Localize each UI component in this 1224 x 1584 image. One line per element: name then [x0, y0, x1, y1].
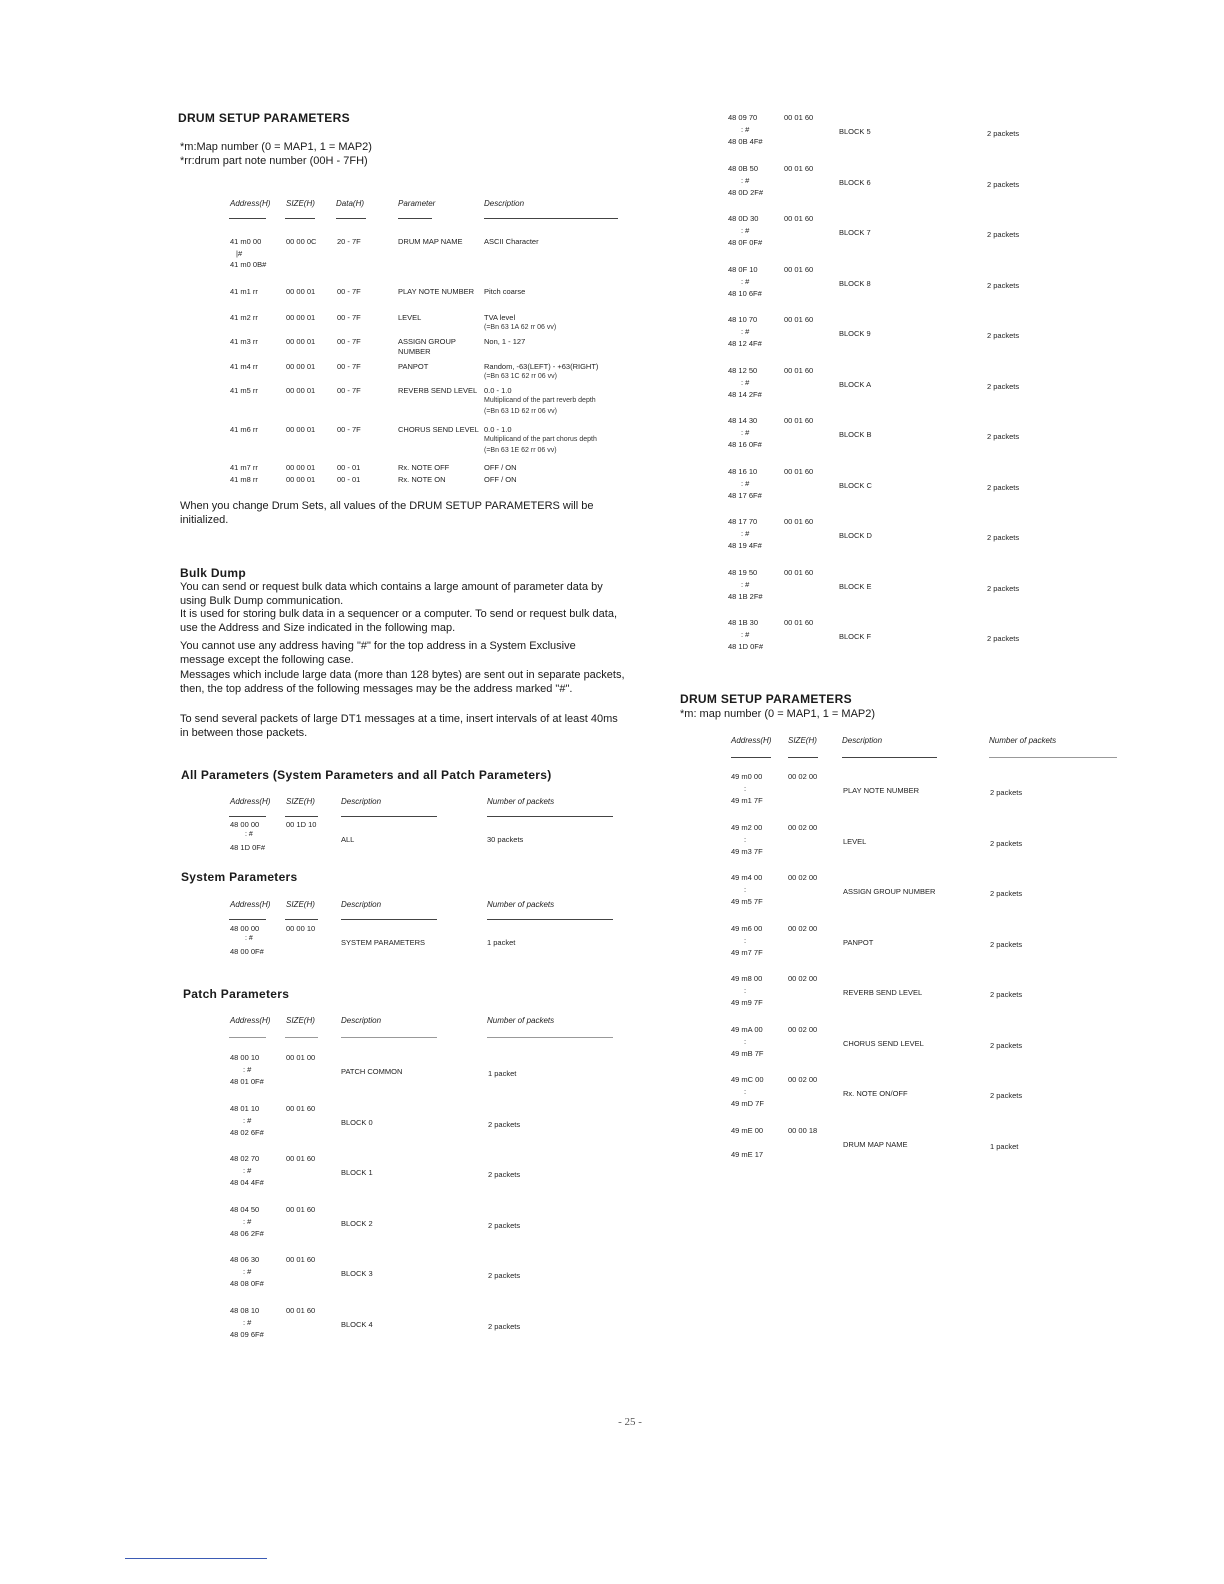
table-row-addr-mark: : # — [741, 579, 750, 589]
table-row-addr: 41 m3 rr — [230, 337, 258, 346]
table-row-data: 00 - 7F — [337, 362, 361, 371]
bulk-dump-paragraph: It is used for storing bulk data in a sequencer or a computer. To send or request bulk data, use the Address and Size indicated in the following map. — [180, 608, 617, 634]
table-row-packets: 2 packets — [990, 939, 1023, 949]
table-row-size: 00 01 60 — [784, 365, 814, 375]
table-row-desc: BLOCK 7 — [839, 228, 871, 237]
table-row-addr-end: 48 1B 2F# — [728, 591, 763, 601]
table-row-addr-end: 48 0B 4F# — [728, 137, 763, 146]
table-row-size: 00 02 00 — [788, 1024, 818, 1034]
table-row-addr: 41 m1 rr — [230, 287, 258, 296]
table-row-addr-mark: : # — [245, 935, 253, 942]
col-header-description: Description — [341, 1016, 382, 1025]
table-row-desc: ALL — [341, 835, 355, 844]
table-row-packets: 2 packets — [987, 482, 1020, 492]
table-row-addr-mark: : — [744, 1087, 747, 1096]
table-row-desc: CHORUS SEND LEVEL — [843, 1038, 924, 1048]
table-row-desc: 0.0 - 1.0 — [484, 386, 512, 395]
table-row-addr: 49 m0 00 — [731, 772, 763, 781]
table-row-addr: 48 09 70 — [728, 113, 758, 122]
table-row-addr-end: 49 m7 7F — [731, 947, 763, 957]
table-row-desc: BLOCK F — [839, 632, 872, 641]
table-row-size: 00 01 60 — [286, 1305, 316, 1315]
table-row-packets: 2 packets — [987, 432, 1020, 441]
col-header-address: Address(H) — [230, 797, 271, 806]
table-row-size: 00 02 00 — [788, 974, 818, 983]
table-row-addr: 48 12 50 — [728, 365, 758, 375]
table-row-addr: 49 m4 00 — [731, 873, 763, 882]
table-row-addr-mark: : # — [741, 125, 750, 134]
table-row-addr: 49 m6 00 — [731, 923, 763, 933]
table-row-size: 00 01 60 — [784, 567, 814, 577]
table-row-addr: 48 16 10 — [728, 466, 758, 476]
table-row-size: 00 00 01 — [286, 313, 316, 322]
table-row-desc: OFF / ON — [484, 463, 517, 472]
table-row-desc: BLOCK C — [839, 480, 872, 490]
table-row-desc: BLOCK 2 — [341, 1218, 373, 1228]
table-row-packets: 2 packets — [488, 1321, 521, 1331]
table-row-packets: 2 packets — [987, 179, 1020, 189]
table-row-desc-detail: Multiplicand of the part reverb depth — [484, 397, 596, 404]
table-row-size: 00 01 60 — [784, 163, 814, 173]
col-header-description: Description — [341, 797, 382, 806]
table-row-addr-end: 48 08 0F# — [230, 1279, 264, 1288]
system-parameters-title: System Parameters — [181, 870, 298, 884]
table-row-addr-mark: : # — [741, 175, 750, 185]
page-number: - 25 - — [618, 1416, 642, 1428]
table-row-addr: 41 m6 rr — [230, 425, 258, 434]
table-row-addr-end: 48 16 0F# — [728, 440, 762, 449]
table-row-addr-end: 48 02 6F# — [230, 1127, 264, 1137]
table-row-desc: PATCH COMMON — [341, 1067, 403, 1076]
table-row-desc: BLOCK 6 — [839, 177, 871, 187]
table-row-addr-end: 48 0F 0F# — [728, 238, 763, 247]
table-row-addr: 41 m4 rr — [230, 362, 258, 371]
table-row-addr-end: 49 mD 7F — [731, 1099, 764, 1108]
table-row-data: 00 - 01 — [337, 463, 361, 472]
table-row-packets: 2 packets — [990, 1040, 1023, 1050]
table-row-size: 00 02 00 — [788, 873, 818, 882]
table-row-size: 00 01 60 — [784, 315, 814, 324]
table-row-packets: 2 packets — [990, 1091, 1023, 1100]
table-row-param: PLAY NOTE NUMBER — [398, 287, 474, 296]
bulk-dump-paragraph: You can send or request bulk data which contains a large amount of parameter data by using Bulk Dump communication. — [180, 581, 603, 607]
table-row-desc: 0.0 - 1.0 — [484, 425, 512, 434]
table-row-addr-mark: : — [744, 935, 747, 945]
table-row-addr: 48 08 10 — [230, 1305, 260, 1315]
table-row-addr-mark: : # — [243, 1216, 252, 1226]
table-row-param: REVERB SEND LEVEL — [398, 386, 478, 395]
table-row-size: 00 01 60 — [784, 416, 814, 425]
map-number-note: *m:Map number (0 = MAP1, 1 = MAP2) — [180, 141, 372, 153]
table-row-data: 20 - 7F — [337, 237, 361, 246]
table-row-addr-mark: |# — [236, 249, 243, 258]
table-row-data: 00 - 7F — [337, 337, 361, 346]
table-row-addr-end: 49 m1 7F — [731, 796, 763, 805]
table-row-size: 00 00 01 — [286, 475, 316, 484]
table-row-addr-end: 48 1D 0F# — [230, 843, 266, 852]
table-row-addr: 48 19 50 — [728, 567, 758, 577]
table-row-packets: 2 packets — [488, 1271, 521, 1280]
table-row-addr-mark: : — [744, 986, 747, 995]
table-row-packets: 2 packets — [990, 788, 1023, 797]
table-row-addr-end: 48 06 2F# — [230, 1228, 264, 1238]
table-row-desc: OFF / ON — [484, 475, 517, 484]
table-row-addr: 48 0F 10 — [728, 264, 758, 274]
table-row-desc: BLOCK A — [839, 379, 872, 389]
table-row-size: 00 00 01 — [286, 362, 316, 371]
col-header-address: Address(H) — [230, 199, 271, 208]
table-row-addr-end: 48 04 4F# — [230, 1178, 264, 1187]
table-row-size: 00 00 01 — [286, 425, 316, 434]
table-row-desc: BLOCK 0 — [341, 1117, 373, 1127]
table-row-packets: 2 packets — [488, 1220, 521, 1230]
table-row-addr-mark: : # — [741, 478, 750, 488]
table-row-addr: 48 02 70 — [230, 1154, 260, 1163]
table-row-addr: 48 10 70 — [728, 315, 758, 324]
table-row-desc: BLOCK 9 — [839, 329, 871, 338]
table-row-size: 00 02 00 — [788, 1075, 818, 1084]
drum-setup-bulk-title: DRUM SETUP PARAMETERS — [680, 692, 852, 706]
col-header-description: Description — [842, 736, 883, 745]
table-row-size: 00 02 00 — [788, 772, 818, 781]
table-row-addr-end: 49 mB 7F — [731, 1048, 764, 1058]
table-row-packets: 2 packets — [987, 533, 1020, 542]
table-row-addr: 48 00 00 — [230, 924, 260, 933]
bulk-dump-paragraph: Messages which include large data (more than 128 bytes) are sent out in separate packets, then, the top address of the following messages may be the address marked "#". — [180, 669, 625, 695]
table-row-addr-end: 48 1D 0F# — [728, 642, 764, 651]
table-row-packets: 2 packets — [987, 230, 1020, 239]
table-row-packets: 1 packet — [488, 1069, 517, 1078]
table-row-desc: DRUM MAP NAME — [843, 1139, 908, 1149]
table-row-size: 00 00 18 — [788, 1125, 818, 1135]
table-row-addr: 49 mA 00 — [731, 1024, 763, 1034]
table-row-size: 00 00 01 — [286, 337, 316, 346]
table-row-addr-end: 48 10 6F# — [728, 288, 762, 298]
table-row-addr: 48 01 10 — [230, 1103, 260, 1113]
table-row-size: 00 01 60 — [286, 1204, 316, 1214]
col-header-address: Address(H) — [230, 1016, 271, 1025]
table-row-size: 00 01 60 — [784, 214, 814, 223]
table-row-addr-end: 48 09 6F# — [230, 1329, 264, 1339]
col-header-packets: Number of packets — [989, 736, 1057, 745]
col-header-size: SIZE(H) — [286, 1016, 315, 1025]
table-row-packets: 2 packets — [990, 889, 1023, 898]
table-row-addr-end: 48 12 4F# — [728, 339, 762, 348]
table-row-addr: 48 04 50 — [230, 1204, 260, 1214]
table-row-desc: Pitch coarse — [484, 287, 526, 296]
table-row-size: 00 01 60 — [784, 466, 814, 476]
table-row-desc: BLOCK 1 — [341, 1168, 373, 1177]
table-row-desc: Rx. NOTE ON/OFF — [843, 1089, 908, 1098]
table-row-desc-detail: (=Bn 63 1E 62 rr 06 vv) — [484, 447, 557, 454]
table-row-packets: 1 packet — [990, 1141, 1019, 1151]
table-row-addr-mark: : # — [741, 630, 750, 639]
table-row-size: 00 00 01 — [286, 287, 316, 296]
col-header-address: Address(H) — [230, 900, 271, 909]
table-row-packets: 30 packets — [487, 835, 524, 844]
table-row-param: Rx. NOTE OFF — [398, 463, 450, 472]
table-row-addr: 49 mE 00 — [731, 1125, 764, 1135]
col-header-size: SIZE(H) — [788, 736, 817, 745]
table-row-packets: 2 packets — [987, 583, 1020, 593]
table-row-size: 00 00 0C — [286, 237, 317, 246]
table-row-addr-mark: : — [744, 885, 747, 894]
table-row-addr-mark: : # — [741, 428, 750, 437]
table-row-size: 00 00 10 — [286, 924, 316, 933]
table-row-addr-end: 48 00 0F# — [230, 947, 264, 956]
table-row-param: ASSIGN GROUP — [398, 337, 456, 346]
col-header-packets: Number of packets — [487, 1016, 555, 1025]
table-row-addr: 41 m7 rr — [230, 463, 258, 472]
table-row-packets: 1 packet — [487, 938, 516, 947]
table-row-desc: REVERB SEND LEVEL — [843, 988, 923, 997]
table-row-data: 00 - 7F — [337, 313, 361, 322]
table-row-data: 00 - 7F — [337, 425, 361, 434]
col-header-address: Address(H) — [731, 736, 772, 745]
all-parameters-title: All Parameters (System Parameters and all Patch Parameters) — [181, 768, 552, 782]
table-row-addr-mark: : # — [245, 831, 253, 838]
table-row-desc: ASCII Character — [484, 237, 539, 246]
table-row-desc: TVA level — [484, 313, 516, 322]
table-row-desc: BLOCK 8 — [839, 278, 871, 288]
table-row-addr: 48 14 30 — [728, 416, 758, 425]
table-row-packets: 2 packets — [987, 280, 1020, 290]
table-row-addr: 48 00 10 — [230, 1053, 260, 1062]
table-row-addr-mark: : # — [243, 1166, 252, 1175]
drum-setup-title: DRUM SETUP PARAMETERS — [178, 111, 350, 125]
table-row-size: 00 00 01 — [286, 386, 316, 395]
table-row-addr-end: 48 19 4F# — [728, 541, 762, 550]
table-row-addr: 41 m0 00 — [230, 237, 262, 246]
table-row-addr-mark: : — [744, 784, 747, 793]
table-row-addr-mark: : # — [243, 1115, 252, 1125]
table-row-param: Rx. NOTE ON — [398, 475, 446, 484]
table-row-addr: 48 06 30 — [230, 1255, 260, 1264]
table-row-desc-detail: (=Bn 63 1D 62 rr 06 vv) — [484, 408, 557, 415]
col-header-size: SIZE(H) — [286, 797, 315, 806]
bulk-dump-paragraph: You cannot use any address having "#" for the top address in a System Exclusive message except the following case. — [180, 640, 576, 666]
table-row-data: 00 - 7F — [337, 386, 361, 395]
table-row-addr: 41 m8 rr — [230, 475, 258, 484]
table-row-desc: BLOCK B — [839, 430, 872, 439]
col-header-packets: Number of packets — [487, 900, 555, 909]
table-row-size: 00 01 60 — [784, 517, 814, 526]
table-row-data: 00 - 7F — [337, 287, 361, 296]
table-row-packets: 2 packets — [987, 381, 1020, 391]
col-header-data: Data(H) — [336, 199, 365, 208]
table-row-addr-end: 48 0D 2F# — [728, 187, 764, 197]
table-row-addr-end: 49 m9 7F — [731, 998, 763, 1007]
table-row-addr-mark: : # — [741, 226, 750, 235]
table-row-addr-end: 48 14 2F# — [728, 389, 762, 399]
table-row-addr-mark: : — [744, 834, 747, 844]
table-row-desc: Non, 1 - 127 — [484, 337, 526, 346]
table-row-desc: PLAY NOTE NUMBER — [843, 786, 919, 795]
table-row-desc: Random, -63(LEFT) - +63(RIGHT) — [484, 362, 599, 371]
table-row-addr-end: 49 m5 7F — [731, 897, 763, 906]
table-row-size: 00 01 60 — [286, 1255, 316, 1264]
table-row-addr: 49 m2 00 — [731, 822, 763, 832]
col-header-size: SIZE(H) — [286, 900, 315, 909]
table-row-param: DRUM MAP NAME — [398, 237, 463, 246]
table-row-desc: BLOCK E — [839, 581, 872, 591]
table-row-desc: PANPOT — [843, 937, 874, 947]
table-row-param: CHORUS SEND LEVEL — [398, 425, 479, 434]
drum-set-change-note: When you change Drum Sets, all values of the DRUM SETUP PARAMETERS will be initialized. — [180, 500, 594, 526]
col-header-size: SIZE(H) — [286, 199, 315, 208]
table-row-addr: 48 0D 30 — [728, 214, 759, 223]
table-row-addr-mark: : # — [741, 529, 750, 538]
col-header-parameter: Parameter — [398, 199, 436, 208]
patch-parameters-title: Patch Parameters — [183, 987, 290, 1001]
table-row-addr-mark: : # — [741, 276, 750, 286]
bulk-dump-title: Bulk Dump — [180, 566, 247, 580]
table-row-param-cont: NUMBER — [398, 347, 431, 356]
table-row-desc: BLOCK D — [839, 531, 872, 540]
table-row-addr-end: 49 mE 17 — [731, 1149, 764, 1159]
table-row-desc-detail: (=Bn 63 1C 62 rr 06 vv) — [484, 373, 557, 380]
table-row-desc-detail: (=Bn 63 1A 62 rr 06 vv) — [484, 324, 557, 331]
table-row-desc: BLOCK 5 — [839, 127, 871, 136]
table-row-addr-mark: : # — [243, 1317, 252, 1327]
table-row-desc-detail: Multiplicand of the part chorus depth — [484, 436, 597, 443]
table-row-size: 00 01 60 — [784, 113, 814, 122]
table-row-param: PANPOT — [398, 362, 429, 371]
table-row-packets: 2 packets — [990, 838, 1023, 848]
table-row-packets: 2 packets — [488, 1170, 521, 1179]
table-row-addr: 49 m8 00 — [731, 974, 763, 983]
table-row-addr: 48 0B 50 — [728, 163, 759, 173]
table-row-packets: 2 packets — [987, 129, 1020, 138]
table-row-addr-end: 48 17 6F# — [728, 490, 762, 500]
table-row-addr-mark: : — [744, 1036, 747, 1046]
table-row-size: 00 1D 10 — [286, 820, 317, 829]
table-row-packets: 2 packets — [987, 634, 1020, 643]
table-row-addr: 48 00 00 — [230, 820, 260, 829]
bulk-dump-paragraph: To send several packets of large DT1 messages at a time, insert intervals of at least 40ms in between those packets. — [180, 713, 618, 739]
table-row-addr-mark: : # — [243, 1267, 252, 1276]
table-row-size: 00 01 00 — [286, 1053, 316, 1062]
table-row-size: 00 01 60 — [286, 1154, 316, 1163]
table-row-packets: 2 packets — [488, 1119, 521, 1129]
table-row-size: 00 01 60 — [784, 264, 814, 274]
table-row-desc: BLOCK 3 — [341, 1269, 373, 1278]
table-row-desc: SYSTEM PARAMETERS — [341, 938, 426, 947]
table-row-addr: 48 1B 30 — [728, 618, 759, 627]
table-row-addr: 49 mC 00 — [731, 1075, 764, 1084]
table-row-addr-mark: : # — [741, 377, 750, 387]
col-header-packets: Number of packets — [487, 797, 555, 806]
table-row-desc: BLOCK 4 — [341, 1319, 373, 1329]
table-row-addr-end: 49 m3 7F — [731, 846, 763, 856]
drum-note-number-note: *rr:drum part note number (00H - 7FH) — [180, 155, 368, 167]
table-row-addr: 41 m5 rr — [230, 386, 258, 395]
table-row-packets: 2 packets — [990, 990, 1023, 999]
table-row-data: 00 - 01 — [337, 475, 361, 484]
table-row-size: 00 01 60 — [784, 618, 814, 627]
drum-setup-bulk-note: *m: map number (0 = MAP1, 1 = MAP2) — [680, 708, 876, 720]
table-row-addr-mark: : # — [243, 1065, 252, 1074]
table-row-size: 00 02 00 — [788, 923, 818, 933]
table-row-size: 00 02 00 — [788, 822, 818, 832]
table-row-addr: 41 m2 rr — [230, 313, 258, 322]
table-row-param: LEVEL — [398, 313, 422, 322]
table-row-size: 00 00 01 — [286, 463, 316, 472]
table-row-addr-end: 48 01 0F# — [230, 1077, 264, 1086]
table-row-desc: ASSIGN GROUP NUMBER — [843, 887, 936, 896]
col-header-description: Description — [484, 199, 525, 208]
table-row-addr: 48 17 70 — [728, 517, 758, 526]
table-row-desc: LEVEL — [843, 836, 867, 846]
table-row-packets: 2 packets — [987, 331, 1020, 340]
col-header-description: Description — [341, 900, 382, 909]
table-row-addr-mark: : # — [741, 327, 750, 336]
table-row-addr-end: 41 m0 0B# — [230, 260, 267, 269]
table-row-size: 00 01 60 — [286, 1103, 316, 1113]
